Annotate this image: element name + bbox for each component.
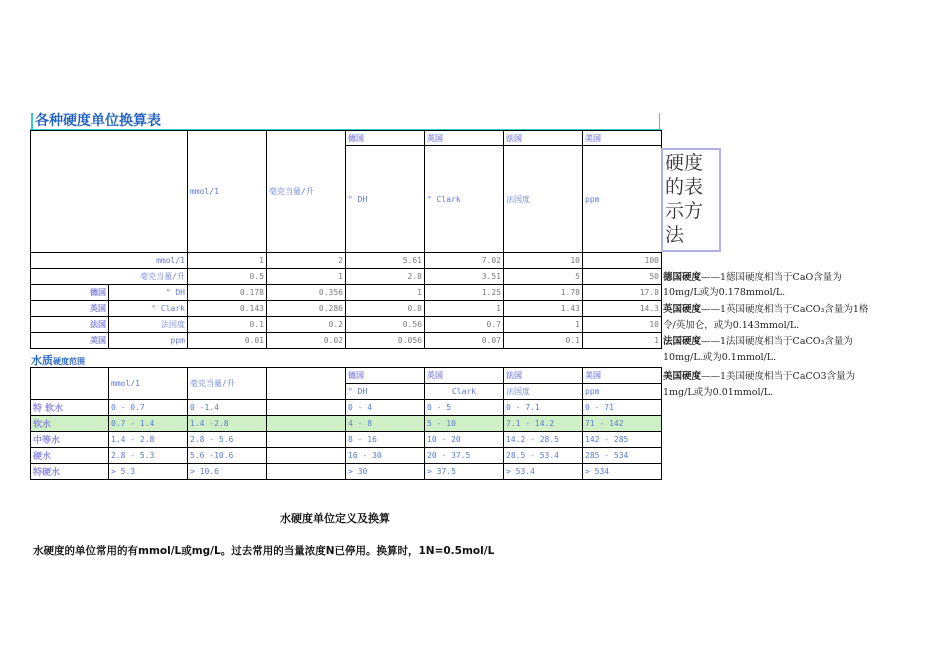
body-paragraph: 水硬度的单位常用的有mmol/L或mg/L。过去常用的当量浓度N已停用。换算时，1N=0.5mol/L: [33, 545, 495, 557]
country-header-us: 美国: [583, 131, 662, 146]
water-type-label: 软水: [31, 416, 109, 432]
row-unit-label: ° Clark: [109, 301, 188, 317]
conversion-table: [30, 130, 662, 349]
unit-header-ppm: ppm: [583, 146, 662, 253]
table-row: 法国 法国度 0.1 0.2 0.56 0.7 1 10: [31, 317, 662, 333]
row-unit-label: 毫克当量/升: [109, 269, 188, 285]
note-de-2: 10mg/L或为0.178mmol/L.: [663, 287, 786, 298]
unit-header-meq: 毫克当量/升: [267, 131, 346, 253]
range-unit-ppm: ppm: [583, 384, 662, 400]
note-fr-2: 10mg/L.或为0.1mmol/L.: [663, 352, 777, 363]
range-unit-mmol: mmol/1: [109, 368, 188, 400]
range-country-en: 英国: [425, 368, 504, 384]
row-unit-label: ppm: [109, 333, 188, 349]
range-unit-fr: 法国度: [504, 384, 583, 400]
unit-header-dh: ° DH: [346, 146, 425, 253]
row-country-label: 美国: [31, 333, 109, 349]
range-unit-dh: ° DH: [346, 384, 425, 400]
table-row: 英国 ° Clark 0.143 0.286 0.8 1 1.43 14.3: [31, 301, 662, 317]
water-type-label: 硬水: [31, 448, 109, 464]
title-right-border: [659, 113, 660, 130]
row-country-label: 英国: [31, 301, 109, 317]
note-en-1: 英国硬度——1英国硬度相当于CaCO₃含量为1格: [663, 304, 869, 315]
unit-header-fr: 法国度: [504, 146, 583, 253]
row-unit-label: 法国度: [109, 317, 188, 333]
table-row: 特 软水 0 - 0.7 0 -1.4 0 - 4 0 - 5 0 - 7.1 0 - 71: [31, 400, 662, 416]
table-row: 美国 ppm 0.01 0.02 0.056 0.07 0.1 1: [31, 333, 662, 349]
table-row: mmol/1 1 2 5.61 7.02 10 100: [31, 253, 662, 269]
range-country-fr: 法国: [504, 368, 583, 384]
water-type-label: 中等水: [31, 432, 109, 448]
range-country-us: 美国: [583, 368, 662, 384]
note-us-1: 美国硬度——1美国硬度相当于CaCO3含量为: [663, 371, 856, 382]
range-country-de: 德国: [346, 368, 425, 384]
page-title: 各种硬度单位换算表: [31, 113, 161, 130]
water-type-label: 特硬水: [31, 464, 109, 480]
row-unit-label: mmol/1: [109, 253, 188, 269]
table-row: 德国 ° DH 0.178 0.356 1 1.25 1.78 17.8: [31, 285, 662, 301]
range-unit-clark: Clark: [425, 384, 504, 400]
hardness-range-table: [30, 367, 662, 480]
hardness-notation-box: 硬度的表示方法: [661, 148, 721, 252]
note-us-2: 1mg/L或为0.01mmol/L.: [663, 387, 774, 398]
unit-header-clark: ° Clark: [425, 146, 504, 253]
country-header-fr: 法国: [504, 131, 583, 146]
range-section-title: 水质硬度范围: [31, 354, 85, 367]
unit-header-mmol: mmol/1: [188, 131, 267, 253]
row-country-label: 德国: [31, 285, 109, 301]
note-fr-1: 法国硬度——1法国硬度相当于CaCO₃含量为: [663, 336, 853, 347]
water-type-label: 特 软水: [31, 400, 109, 416]
country-header-de: 德国: [346, 131, 425, 146]
table-row: 中等水 1.4 - 2.8 2.8 - 5.6 8 - 16 10 - 20 14.2 - 28.5 142 - 285: [31, 432, 662, 448]
row-unit-label: ° DH: [109, 285, 188, 301]
note-en-2: 令/英加仑，或为0.143mmol/L.: [663, 320, 800, 331]
empty-cell: [267, 368, 346, 400]
section-subtitle: 水硬度单位定义及换算: [280, 512, 390, 525]
table-row: 软水 0.7 - 1.4 1.4 -2.8 4 - 8 5 - 10 7.1 - 14.2 71 - 142: [31, 416, 662, 432]
country-header-en: 英国: [425, 131, 504, 146]
note-de-1: 德国硬度——1德国硬度相当于CaO含量为: [663, 272, 842, 283]
row-country-label: 法国: [31, 317, 109, 333]
corner-cell: [31, 368, 109, 400]
corner-cell: [31, 131, 188, 253]
range-unit-meq: 毫克当量/升: [188, 368, 267, 400]
table-row: 特硬水 > 5.3 > 10.6 > 30 > 37.5 > 53.4 > 534: [31, 464, 662, 480]
table-row: 硬水 2.8 - 5.3 5.6 -10.6 16 - 30 20 - 37.5 28.5 - 53.4 285 - 534: [31, 448, 662, 464]
table-row: 毫克当量/升 0.5 1 2.8 3.51 5 50: [31, 269, 662, 285]
